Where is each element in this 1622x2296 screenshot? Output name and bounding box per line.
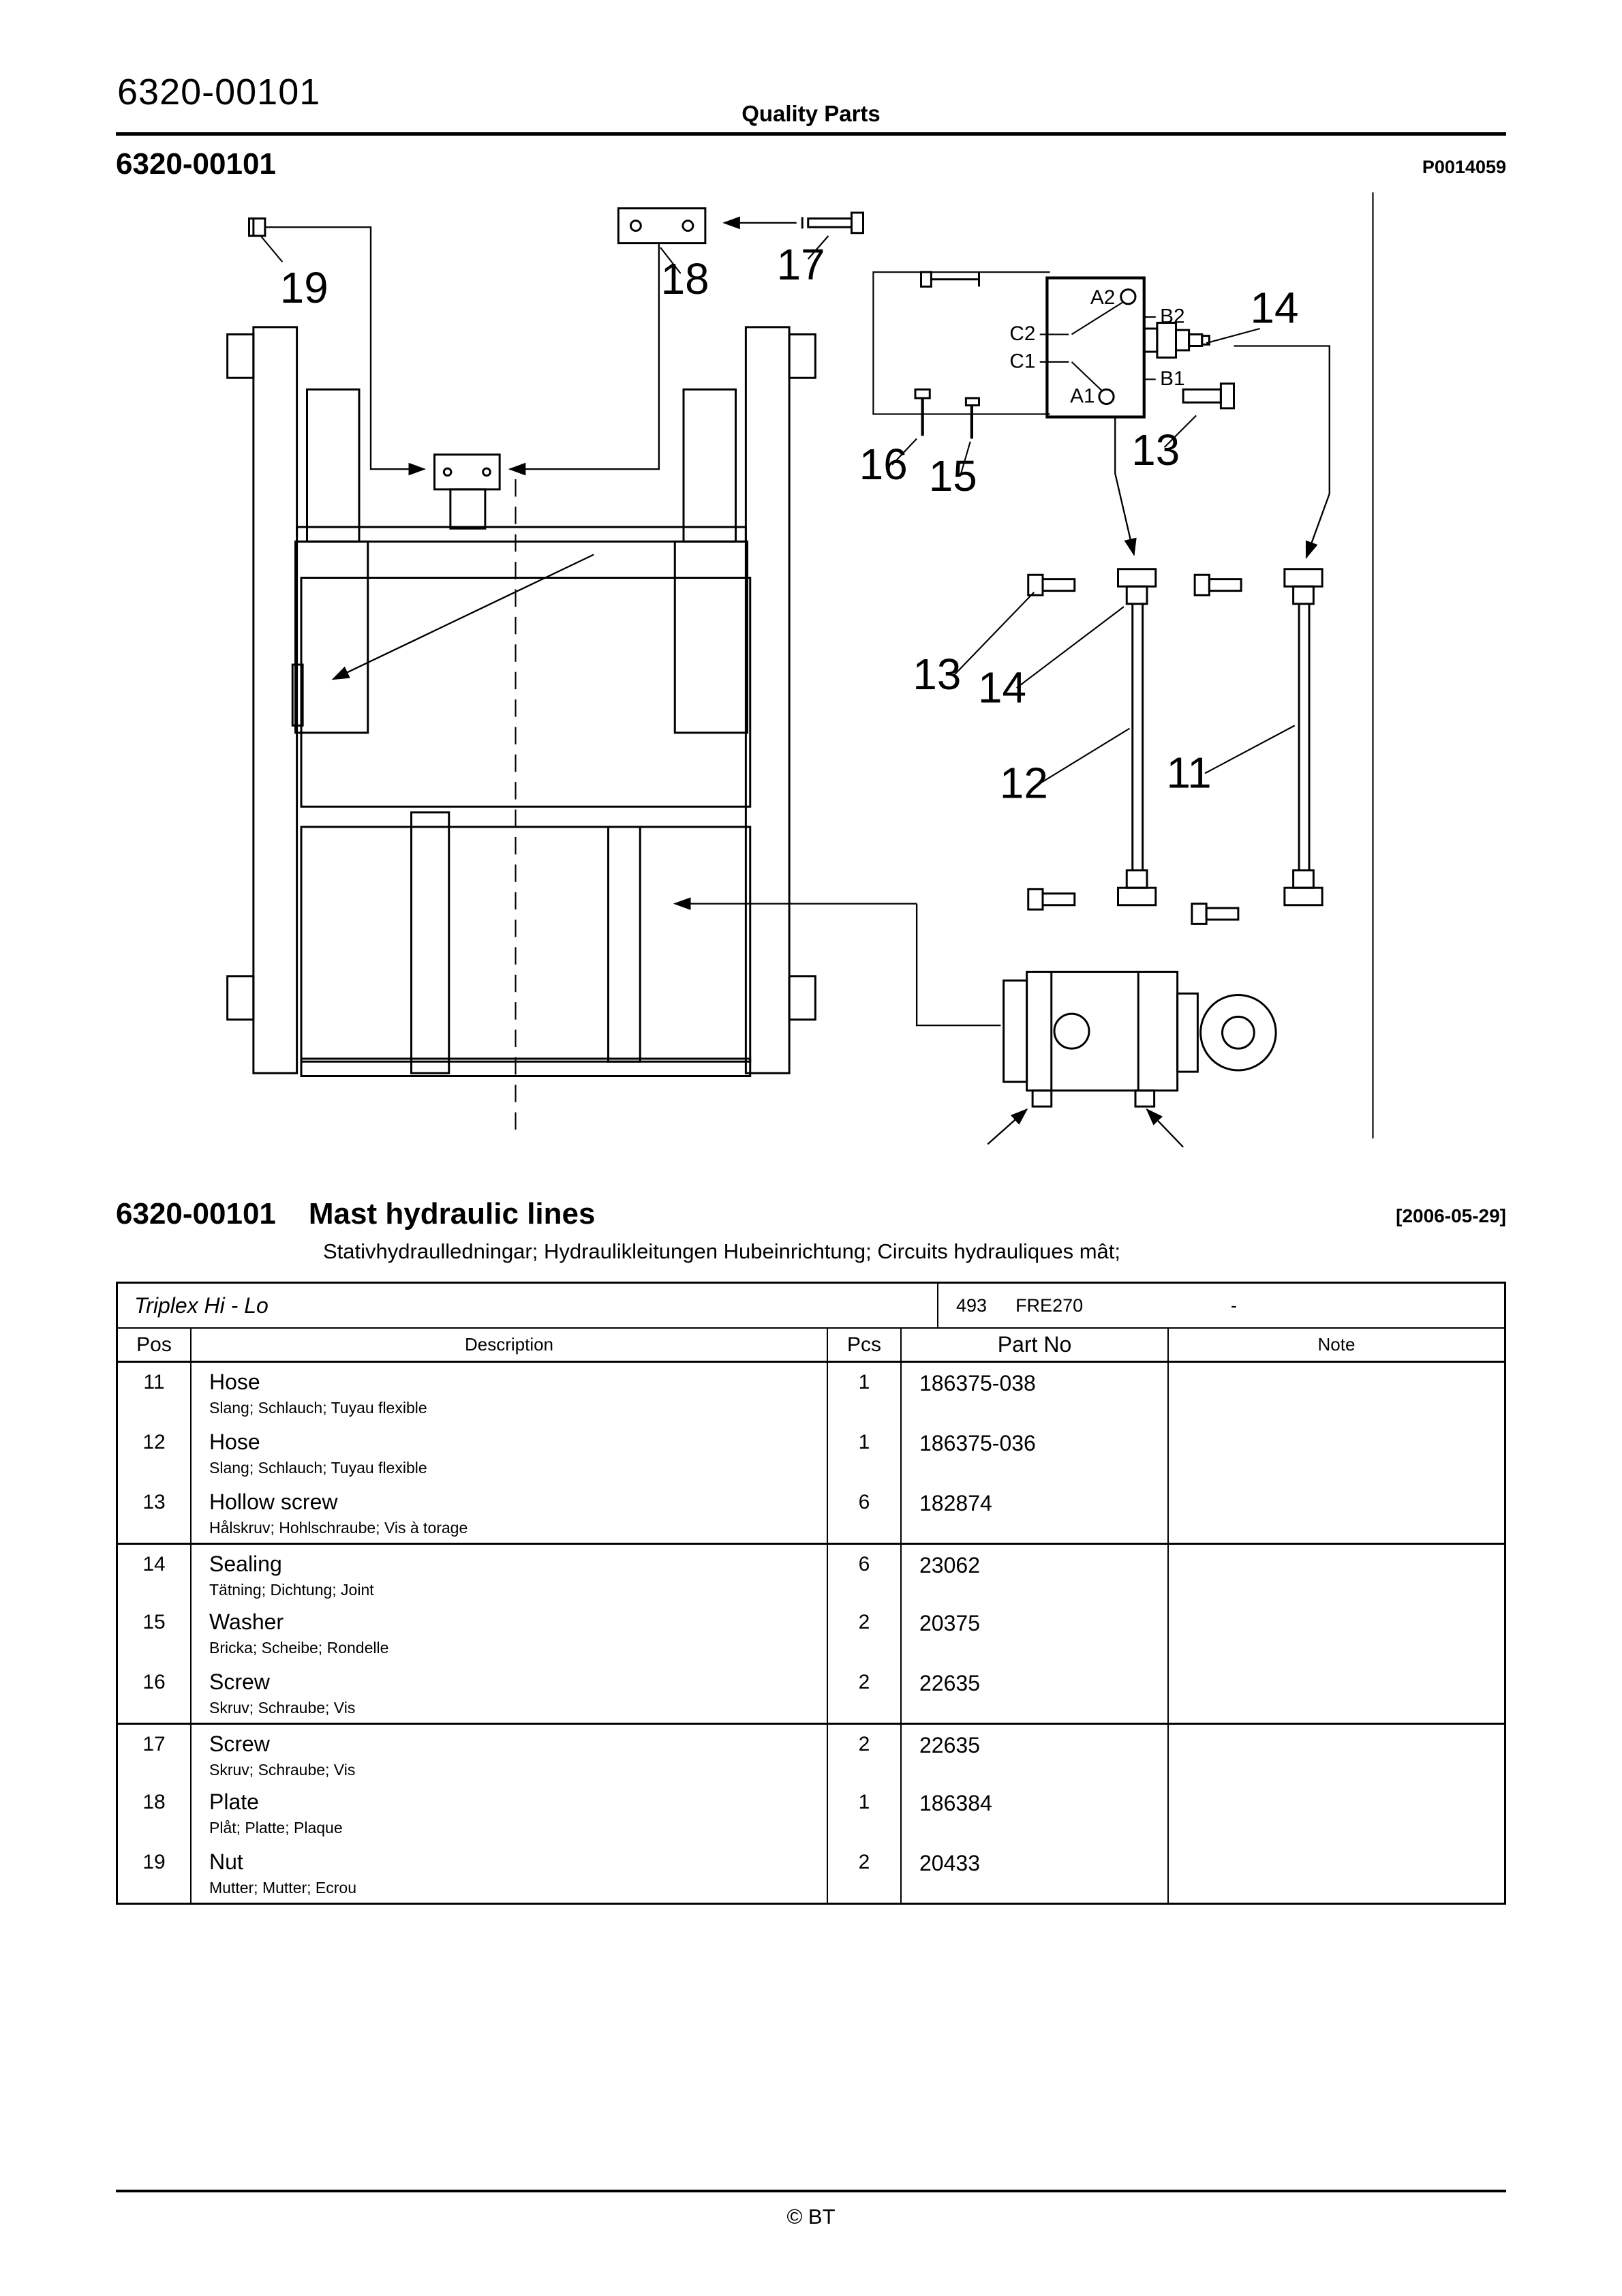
col-header-description: Description xyxy=(192,1329,828,1361)
row-pos: 12 xyxy=(118,1423,192,1483)
variant-name: Triplex Hi - Lo xyxy=(118,1284,938,1327)
variant-note: - xyxy=(1231,1295,1237,1316)
row-part-no: 186375-036 xyxy=(902,1423,1169,1483)
table-row xyxy=(118,1363,1504,1423)
row-part-no: 20433 xyxy=(902,1843,1169,1903)
callout-13b: 13 xyxy=(913,650,962,699)
section-heading xyxy=(116,1197,1506,1231)
section-title: Mast hydraulic lines xyxy=(308,1197,596,1230)
footer-copyright: © BT xyxy=(786,2205,836,2229)
row-pcs: 1 xyxy=(828,1363,902,1423)
table-row xyxy=(118,1483,1504,1543)
table-row xyxy=(118,1543,1504,1603)
mast-structure xyxy=(228,327,816,1131)
row-note xyxy=(1169,1783,1504,1843)
nut-icon xyxy=(249,219,425,470)
row-pos: 18 xyxy=(118,1783,192,1843)
row-note xyxy=(1169,1363,1504,1423)
section-date: [2006-05-29] xyxy=(1396,1205,1506,1226)
row-part-no: 186375-038 xyxy=(902,1363,1169,1423)
row-description: Hollow screw xyxy=(209,1490,338,1514)
row-note xyxy=(1169,1725,1504,1783)
row-part-no: 20375 xyxy=(902,1603,1169,1663)
row-part-no: 23062 xyxy=(902,1545,1169,1603)
row-part-no: 182874 xyxy=(902,1483,1169,1543)
mount-bracket xyxy=(435,455,500,528)
plate-icon xyxy=(510,209,705,470)
row-note xyxy=(1169,1545,1504,1603)
mast-pump-line xyxy=(917,904,1000,1026)
page-doc-number: 6320-00101 xyxy=(117,72,321,112)
variant-code: 493 xyxy=(956,1295,988,1316)
image-code: P0014059 xyxy=(1422,157,1506,177)
header-rule xyxy=(116,132,1506,136)
row-description-alt: Mutter; Mutter; Ecrou xyxy=(209,1879,357,1897)
col-header-pcs: Pcs xyxy=(828,1329,902,1361)
table-row xyxy=(118,1663,1504,1723)
valve-to-hose11-line xyxy=(1234,346,1330,558)
hose-12 xyxy=(1028,569,1156,909)
table-header-row xyxy=(118,1329,1504,1363)
row-pos: 15 xyxy=(118,1603,192,1663)
section-subtitle: Stativhydraulledningar; Hydraulikleitungen Hubeinrichtung; Circuits hydrauliques mât; xyxy=(323,1239,1121,1263)
header-title: Quality Parts xyxy=(741,101,881,126)
row-description-alt: Plåt; Platte; Plaque xyxy=(209,1819,343,1837)
row-description-alt: Skruv; Schraube; Vis xyxy=(209,1761,356,1779)
col-header-note: Note xyxy=(1317,1334,1356,1355)
row-part-no: 186384 xyxy=(902,1783,1169,1843)
callout-17: 17 xyxy=(776,239,825,289)
row-pos: 16 xyxy=(118,1663,192,1723)
row-description: Hose xyxy=(209,1370,260,1394)
callout-13a: 13 xyxy=(1131,425,1180,474)
hose-11 xyxy=(1192,569,1322,924)
port-label-b1: B1 xyxy=(1160,367,1185,390)
row-pcs: 2 xyxy=(828,1663,902,1723)
variant-model: FRE270 xyxy=(1015,1295,1084,1316)
row-pcs: 6 xyxy=(828,1545,902,1603)
row-pcs: 1 xyxy=(828,1423,902,1483)
table-row xyxy=(118,1843,1504,1903)
row-description-alt: Tätning; Dichtung; Joint xyxy=(209,1581,374,1599)
variant-row xyxy=(118,1284,1504,1329)
callout-19: 19 xyxy=(279,262,328,312)
port-label-c2: C2 xyxy=(1009,322,1036,345)
row-part-no: 22635 xyxy=(902,1725,1169,1783)
row-part-no: 22635 xyxy=(902,1663,1169,1723)
port-label-a1: A1 xyxy=(1070,384,1095,408)
row-pos: 17 xyxy=(118,1725,192,1783)
port-label-c1: C1 xyxy=(1009,350,1036,373)
variant-info xyxy=(938,1284,1504,1327)
row-pcs: 1 xyxy=(828,1783,902,1843)
col-header-pos: Pos xyxy=(118,1329,192,1361)
row-pcs: 2 xyxy=(828,1603,902,1663)
row-note xyxy=(1169,1663,1504,1723)
row-pcs: 6 xyxy=(828,1483,902,1543)
callout-14b: 14 xyxy=(978,663,1026,712)
row-note xyxy=(1169,1603,1504,1663)
row-description: Washer xyxy=(209,1610,284,1634)
pump-motor xyxy=(988,972,1276,1147)
callout-15: 15 xyxy=(928,451,977,500)
port-label-a2: A2 xyxy=(1090,286,1116,309)
row-pos: 14 xyxy=(118,1545,192,1603)
row-pcs: 2 xyxy=(828,1843,902,1903)
row-description-alt: Slang; Schlauch; Tuyau flexible xyxy=(209,1399,427,1417)
row-pos: 19 xyxy=(118,1843,192,1903)
col-header-part-no: Part No xyxy=(902,1329,1169,1361)
table-row xyxy=(118,1723,1504,1783)
callout-12: 12 xyxy=(999,758,1048,808)
row-pcs: 2 xyxy=(828,1725,902,1783)
row-description-alt: Skruv; Schraube; Vis xyxy=(209,1699,356,1717)
row-description-alt: Slang; Schlauch; Tuyau flexible xyxy=(209,1459,427,1477)
row-pos: 13 xyxy=(118,1483,192,1543)
row-description: Screw xyxy=(209,1670,270,1694)
callout-14a: 14 xyxy=(1250,283,1299,333)
row-description: Sealing xyxy=(209,1552,282,1576)
table-row xyxy=(118,1783,1504,1843)
row-description: Plate xyxy=(209,1789,259,1814)
row-description: Nut xyxy=(209,1849,243,1874)
row-note xyxy=(1169,1423,1504,1483)
port-label-b2: B2 xyxy=(1160,305,1185,328)
row-note xyxy=(1169,1483,1504,1543)
callout-11: 11 xyxy=(1166,748,1212,798)
section-doc-number: 6320-00101 xyxy=(116,1197,276,1230)
table-row xyxy=(118,1603,1504,1663)
footer-rule xyxy=(116,2190,1506,2192)
callout-18: 18 xyxy=(660,254,709,303)
table-row xyxy=(118,1423,1504,1483)
exploded-diagram xyxy=(116,190,1506,1175)
fitting-14-icon xyxy=(1144,323,1260,358)
callout-16: 16 xyxy=(859,440,908,489)
row-description: Hose xyxy=(209,1430,260,1454)
row-description-alt: Hålskruv; Hohlschraube; Vis à torage xyxy=(209,1519,468,1537)
row-description: Screw xyxy=(209,1732,270,1756)
row-pos: 11 xyxy=(118,1363,192,1423)
row-note xyxy=(1169,1843,1504,1903)
row-description-alt: Bricka; Scheibe; Rondelle xyxy=(209,1639,389,1657)
parts-table xyxy=(116,1282,1506,1905)
figure-doc-number: 6320-00101 xyxy=(116,147,276,181)
